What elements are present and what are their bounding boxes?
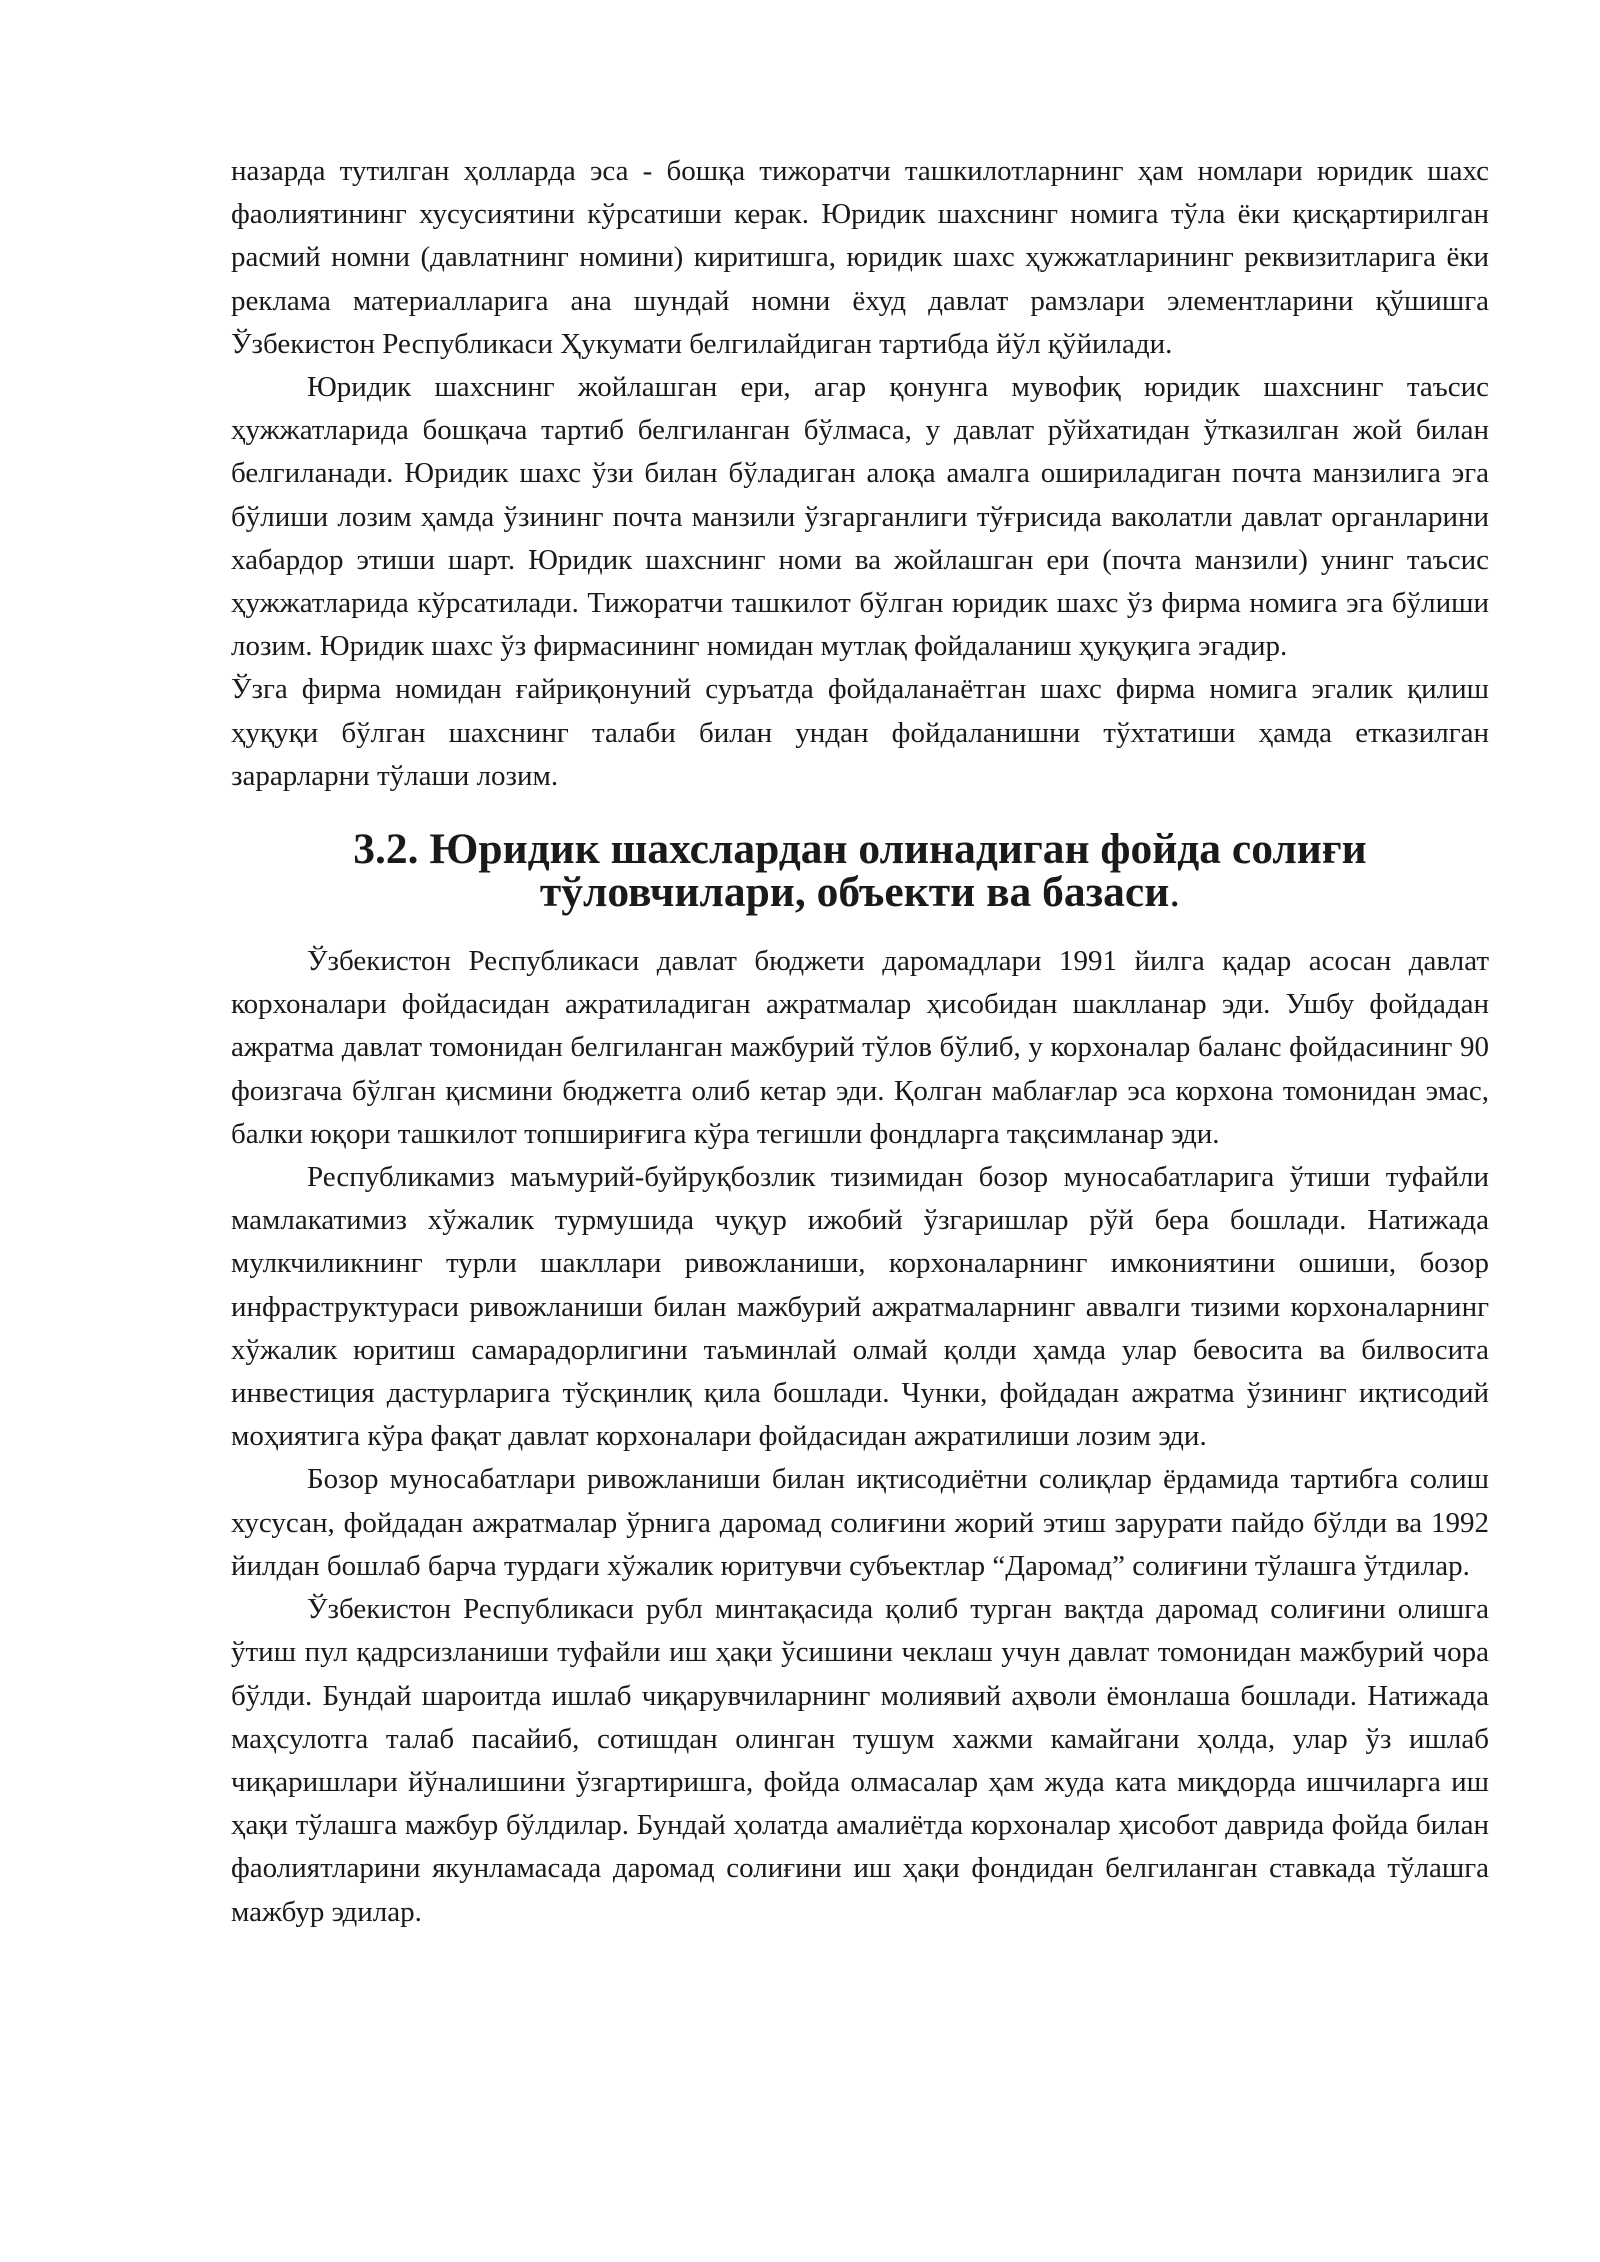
paragraph-1: назарда тутилган ҳолларда эса - бошқа тижоратчи ташкилотларнинг ҳам номлари юридик шахс фаолиятининг хусусиятини кўрсатиши керак. Юридик шахснинг номига тўла ёки қисқартирилган расмий номни (давлатнинг номини) киритишга, юридик шахс ҳужжатларининг реквизитларига ёки реклама материалларига ана шундай номни ёхуд давлат рамзлари элементларини қўшишга Ўзбекистон Республикаси Ҳукумати белгилайдиган тартибда йўл қўйилади. xyxy=(231,155,1489,360)
paragraph-2: Юридик шахснинг жойлашган ери, агар қонунга мувофиқ юридик шахснинг таъсис ҳужжатларида бошқача тартиб белгиланган бўлмаса, у давлат рўйхатидан ўтказилган жой билан белгиланади. Юридик шахс ўзи билан бўладиган алоқа амалга ошириладиган почта манзилига эга бўлиши лозим ҳамда ўзининг почта манзили ўзгарганлиги тўғрисида ваколатли давлат органларини хабардор этиши шарт. Юридик шахснинг номи ва жойлашган ери (почта манзили) унинг таъсис ҳужжатларида кўрсатилади. Тижоратчи ташкилот бўлган юридик шахс ўз фирма номига эга бўлиши лозим. Юридик шахс ўз фирмасининг номидан мутлақ фойдаланиш ҳуқуқига эгадир. xyxy=(231,371,1489,663)
document-page xyxy=(231,150,1489,1934)
section-heading xyxy=(231,825,1489,917)
paragraph-7: Ўзбекистон Республикаси рубл минтақасида қолиб турган вақтда даромад солиғини олишга ўтиш пул қадрсизланиши туфайли иш ҳақи ўсишини чеклаш учун давлат томонидан мажбурий чора бўлди. Бундай шароитда ишлаб чиқарувчиларнинг молиявий аҳволи ёмонлаша бошлади. Натижада маҳсулотга талаб пасайиб, сотишдан олинган тушум хажми камайгани ҳолда, улар ўз ишлаб чиқаришлари йўналишини ўзгартиришга, фойда олмасалар ҳам жуда ката миқдорда ишчиларга иш ҳақи тўлашга мажбур бўлдилар. Бундай ҳолатда амалиётда корхоналар ҳисобот даврида фойда билан фаолиятларини якунламасада даромад солиғини иш ҳақи фондидан белгиланган ставкада тўлашга мажбур эдилар. xyxy=(231,1593,1489,1928)
paragraph-6: Бозор муносабатлари ривожланиши билан иқтисодиётни солиқлар ёрдамида тартибга солиш хусусан, фойдадан ажратмалар ўрнига даромад солиғини жорий этиш зарурати пайдо бўлди ва 1992 йилдан бошлаб барча турдаги хўжалик юритувчи субъектлар “Даромад” солиғини тўлашга ўтдилар. xyxy=(231,1463,1489,1582)
section-heading-text: 3.2. Юридик шахслардан олинадиган фойда солиғи тўловчилари, объекти ва базаси xyxy=(353,825,1367,917)
section-heading-period: . xyxy=(1169,868,1181,917)
paragraph-5: Республикамиз маъмурий-буйруқбозлик тизимидан бозор муносабатларига ўтиши туфайли мамлакатимиз хўжалик турмушида чуқур ижобий ўзгаришлар рўй бера бошлади. Натижада мулкчиликнинг турли шакллари ривожланиши, корхоналарнинг имкониятини ошиши, бозор инфраструктураси ривожланиши билан мажбурий ажратмаларнинг аввалги тизими корхоналарнинг хўжалик юритиш самарадорлигини таъминлай олмай қолди ҳамда улар бевосита ва билвосита инвестиция дастурларига тўсқинлиқ қила бошлади. Чунки, фойдадан ажратма ўзининг иқтисодий моҳиятига кўра фақат давлат корхоналари фойдасидан ажратилиши лозим эди. xyxy=(231,1161,1489,1453)
paragraph-4: Ўзбекистон Республикаси давлат бюджети даромадлари 1991 йилга қадар асосан давлат корхоналари фойдасидан ажратиладиган ажратмалар ҳисобидан шаклланар эди. Ушбу фойдадан ажратма давлат томонидан белгиланган мажбурий тўлов бўлиб, у корхоналар баланс фойдасининг 90 фоизгача бўлган қисмини бюджетга олиб кетар эди. Қолган маблағлар эса корхона томонидан эмас, балки юқори ташкилот топшириғига кўра тегишли фондларга тақсимланар эди. xyxy=(231,945,1489,1150)
paragraph-3: Ўзга фирма номидан ғайриқонуний суръатда фойдаланаётган шахс фирма номига эгалик қилиш ҳуқуқи бўлган шахснинг талаби билан ундан фойдаланишни тўхтатиши ҳамда етказилган зарарларни тўлаши лозим. xyxy=(231,673,1489,792)
